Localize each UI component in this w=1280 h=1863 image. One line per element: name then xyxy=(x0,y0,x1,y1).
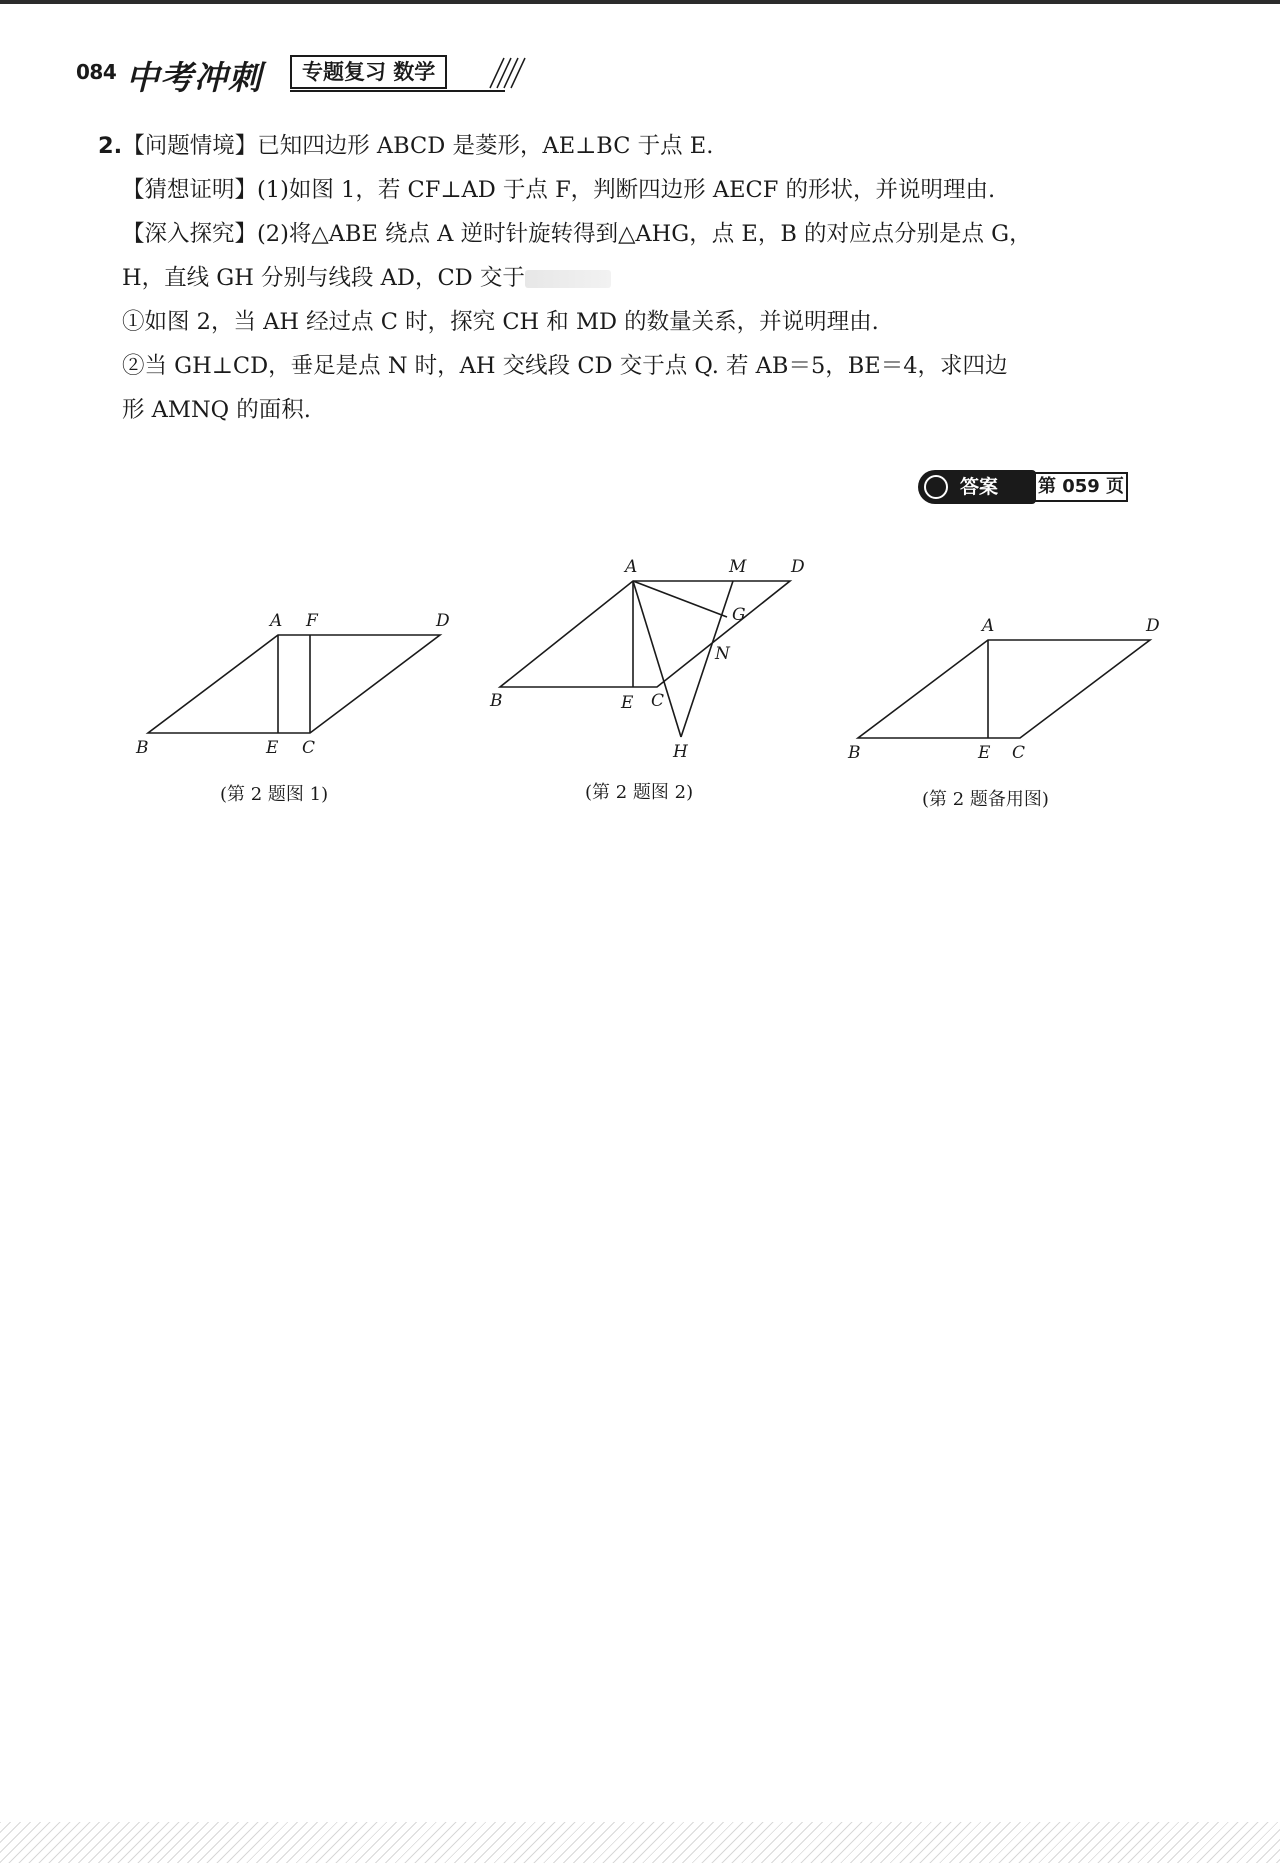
label-a: A xyxy=(270,611,283,631)
checklist-icon xyxy=(924,475,948,499)
figure-1-caption: (第 2 题图 1) xyxy=(220,784,329,805)
label-b: B xyxy=(848,743,861,763)
label-d: D xyxy=(791,557,805,577)
rhombus-abcd xyxy=(500,581,790,687)
page-number: 084 xyxy=(76,60,117,84)
rhombus-abcd xyxy=(858,640,1150,738)
figure-spare xyxy=(840,610,1180,770)
label-c: C xyxy=(302,738,316,758)
label-h: H xyxy=(673,742,688,762)
label-d: D xyxy=(436,611,450,631)
problem-line-5: ①如图 2，当 AH 经过点 C 时，探究 CH 和 MD 的数量关系，并说明理由. xyxy=(122,309,879,335)
problem-situation: 【问题情境】已知四边形 ABCD 是菱形，AE⊥BC 于点 E. xyxy=(122,133,714,159)
segment-ag xyxy=(633,581,727,617)
figure-2 xyxy=(485,555,835,765)
top-rule xyxy=(0,0,1280,4)
label-a: A xyxy=(982,616,995,636)
problem-number: 2. xyxy=(98,133,123,159)
answer-reference xyxy=(918,470,1132,504)
answer-page: 第 059 页 xyxy=(1030,472,1128,502)
label-g: G xyxy=(732,605,746,625)
label-f: F xyxy=(306,611,318,631)
footer-hatch-pattern xyxy=(0,1822,1280,1863)
figure-spare-caption: (第 2 题备用图) xyxy=(922,789,1049,810)
label-b: B xyxy=(136,738,149,758)
problem-line-4 xyxy=(122,256,1202,300)
figure-2-caption: (第 2 题图 2) xyxy=(585,782,694,803)
obscured-text xyxy=(525,270,611,288)
label-m: M xyxy=(729,557,747,577)
problem-2 xyxy=(98,124,1202,432)
problem-line-6: ②当 GH⊥CD，垂足是点 N 时，AH 交线段 CD 交于点 Q. 若 AB＝5，BE＝4，求四边 xyxy=(122,353,1008,379)
label-c: C xyxy=(1012,743,1026,763)
problem-line-3: 【深入探究】(2)将△ABE 绕点 A 逆时针旋转得到△AHG，点 E，B 的对应点分别是点 G， xyxy=(122,221,1032,247)
label-a: A xyxy=(625,557,638,577)
label-d: D xyxy=(1146,616,1160,636)
problem-line-2: 【猜想证明】(1)如图 1，若 CF⊥AD 于点 F，判断四边形 AECF 的形状，并说明理由. xyxy=(122,177,996,203)
answer-label: 答案 xyxy=(960,476,999,498)
section-title: 专题复习 数学 xyxy=(290,55,447,89)
header-underline xyxy=(290,90,505,92)
label-e: E xyxy=(621,693,634,713)
problem-line-7: 形 AMNQ 的面积. xyxy=(122,397,311,423)
label-e: E xyxy=(978,743,991,763)
label-b: B xyxy=(490,691,503,711)
page-header xyxy=(76,52,546,97)
problem-line-1 xyxy=(98,124,1202,168)
header-hatch-decoration xyxy=(486,56,526,90)
label-c: C xyxy=(651,691,665,711)
book-title: 中考冲刺 xyxy=(126,58,262,97)
label-e: E xyxy=(266,738,279,758)
answer-pill xyxy=(918,470,1036,504)
figure-1 xyxy=(130,605,470,765)
label-n: N xyxy=(715,644,730,664)
problem-line-4-text: H，直线 GH 分别与线段 AD，CD 交于 xyxy=(122,265,525,291)
rhombus-abcd xyxy=(148,635,440,733)
segment-ah xyxy=(633,581,681,737)
